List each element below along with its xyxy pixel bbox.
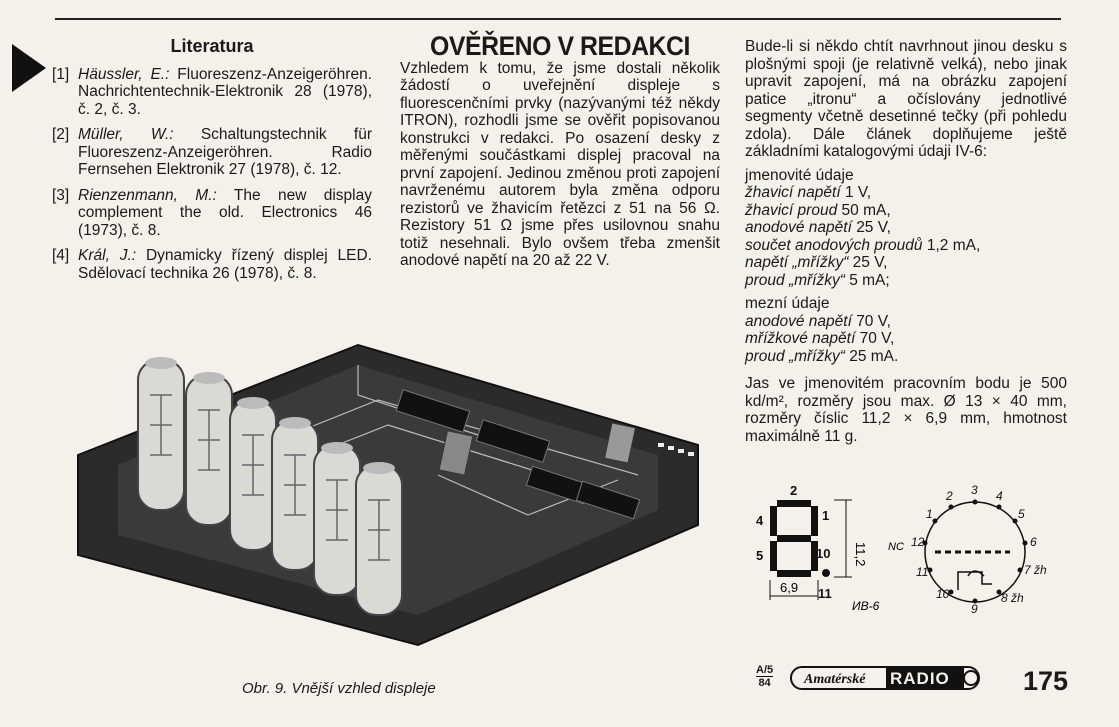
reference-text: Fluoreszenz-Anzeigeröhren. Nachrichtentechnik-Elektronik 28 (1978), č. 2, č. 3. — [78, 65, 372, 118]
pin-label: 1 — [926, 507, 933, 521]
spec-value: 25 V, — [852, 254, 888, 271]
spec-value: 50 mA, — [841, 201, 891, 219]
spec-label: napětí „mřížky“ — [745, 254, 849, 271]
reference-item — [52, 187, 372, 240]
spec-value: 70 V, — [856, 312, 891, 330]
spec-line — [745, 184, 1067, 202]
spec-value: 1 V, — [844, 184, 872, 201]
reference-item — [52, 66, 372, 119]
top-rule — [55, 18, 1061, 20]
reference-number: [3] — [52, 186, 70, 204]
spec-value: 25 V, — [856, 219, 891, 236]
segment-label: 2 — [790, 483, 798, 498]
reference-author: Häussler, E.: — [78, 65, 170, 83]
logo-word: RADIO — [890, 669, 950, 688]
nc-label: NC — [888, 541, 904, 553]
spec-label: žhavicí napětí — [745, 184, 841, 201]
pin-label: 10 — [936, 587, 950, 601]
pin-label: 2 — [946, 489, 953, 503]
pin-label: 7 žh — [1024, 563, 1047, 577]
article-title: OVĚŘENO V REDAKCI — [430, 31, 690, 61]
spec-label: anodové napětí — [745, 312, 852, 330]
pin-label: 4 — [996, 489, 1003, 503]
segment-label: 1 — [822, 508, 830, 523]
reference-author: Rienzenmann, M.: — [78, 186, 217, 204]
issue-top: A/5 — [756, 664, 774, 676]
specs-intro: Bude-li si někdo chtít navrhnout jinou desku s plošnými spoji (je relativně velká), nebo jinak upravit zapojení, má na obrázku zapojení patice „itronu“ a očíslovány jednotlivé segmenty včetně desetinné tečky (při pohledu zdola). Dále článek doplňujeme ještě základními katalogovými údaji IV-6: — [745, 38, 1067, 160]
pin-label: 9 — [971, 602, 978, 615]
pin-label: 5 — [1018, 507, 1025, 521]
literature-column — [52, 38, 372, 290]
spec-value: 1,2 mA, — [926, 236, 981, 254]
article-body: Vzhledem k tomu, že jsme dostali několik žádostí o uveřejnění displeje s fluorescenčními prvky (nazývanými též někdy ITRON), rozhodli jsme se ověřit popisovanou konstrukci v redakci. Po osazení desky z měřenými součástkami displej pracoval na první zapojení. Jedinou změnou proti zapojení navrženému autorem byla změna odporu rezistorů ve žhavicím řetězci z 51 na 56 Ω. Rezistory 51 Ω jsme přes usilovnou snahu totiž nesehnali. Bylo ovšem třeba zmenšit anodové napětí na 20 až 22 V. — [400, 59, 720, 269]
spec-line — [745, 330, 1067, 348]
spec-line — [745, 254, 1067, 272]
literature-title: Literatura — [170, 36, 254, 56]
pin-label: 3 — [971, 483, 978, 497]
dimension-height: 11,2 — [853, 542, 868, 567]
spec-label: mřížkové napětí — [745, 330, 856, 347]
segment-label: 6 — [789, 548, 797, 563]
spec-label: žhavicí proud — [745, 201, 838, 219]
spec-line — [745, 272, 1067, 290]
reference-item — [52, 247, 372, 282]
logo-script: Amatérské — [804, 672, 866, 687]
figure-caption: Obr. 9. Vnější vzhled displeje — [242, 680, 436, 697]
spec-value: 70 V, — [859, 330, 895, 347]
limits-heading: mezní údaje — [745, 295, 830, 312]
nominal-heading: jmenovité údaje — [745, 166, 854, 184]
spec-label: proud „mřížky“ — [745, 347, 845, 365]
reference-text: Dynamicky řízený displej LED. Sdělovací technika 26 (1978), č. 8. — [78, 247, 372, 282]
spec-value: 25 mA. — [849, 347, 899, 365]
spec-label: anodové napětí — [745, 219, 852, 236]
segment-label: 4 — [756, 513, 764, 528]
issue-bottom: 84 — [758, 677, 771, 689]
spec-line — [745, 313, 1067, 331]
tube-name: ИВ-6 — [852, 599, 880, 613]
reference-text: Schaltungstechnik für Fluoreszenz-Anzeigeröhren. Radio Fernsehen Elektronik 27 (1978), č. 12. — [78, 126, 372, 178]
issue-number — [756, 664, 773, 689]
reference-number: [4] — [52, 247, 70, 264]
reference-number: [2] — [52, 126, 70, 143]
specs-outro: Jas ve jmenovitém pracovním bodu je 500 kd/m², rozměry jsou max. Ø 13 × 40 mm, rozměry číslic 11,2 × 6,9 mm, hmotnost maximálně 11 g. — [745, 375, 1067, 445]
segment-label: 10 — [816, 546, 831, 561]
spec-line — [745, 237, 1067, 255]
reference-text: The new display complement the old. Electronics 46 (1973), č. 8. — [78, 186, 372, 239]
page-number: 175 — [1023, 666, 1069, 696]
pin-label: 12 — [911, 535, 925, 549]
display-board-photo — [58, 305, 722, 655]
specs-column — [745, 38, 1067, 445]
segment-label: 5 — [756, 548, 764, 563]
reference-number: [1] — [52, 65, 70, 83]
spec-line — [745, 219, 1067, 237]
segment-label: 3 — [789, 513, 797, 528]
pin-label: 8 žh — [1001, 591, 1024, 605]
socket-pinout-diagram — [880, 480, 1070, 615]
pin-label: 11 — [916, 565, 929, 579]
reference-author: Král, J.: — [78, 247, 137, 264]
spec-label: proud „mřížky“ — [745, 271, 845, 289]
magazine-logo — [790, 663, 980, 691]
spec-line — [745, 202, 1067, 220]
reference-item — [52, 126, 372, 179]
spec-label: součet anodových proudů — [745, 236, 923, 254]
spec-value: 5 mA; — [849, 271, 890, 289]
segment-label: 11 — [818, 586, 832, 601]
dimension-width: 6,9 — [780, 580, 799, 595]
pin-label: 6 — [1030, 535, 1037, 549]
section-marker-triangle — [12, 44, 46, 92]
spec-line — [745, 348, 1067, 366]
article-column — [400, 31, 720, 270]
reference-author: Müller, W.: — [78, 126, 174, 143]
